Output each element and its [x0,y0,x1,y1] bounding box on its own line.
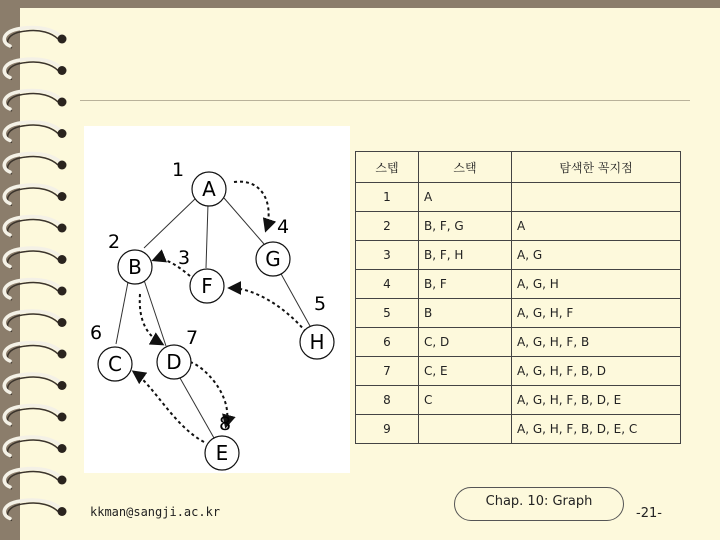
cell-step: 1 [356,183,419,212]
binding-ring [4,185,66,206]
cell-stack [419,415,512,444]
table-row [356,328,681,357]
spiral-binding [0,0,80,540]
cell-step: 9 [356,415,419,444]
binding-ring [4,279,66,300]
binding-ring [4,500,66,521]
traverse-arrow-h-f [230,288,306,332]
edge-a-g [224,198,264,244]
node-f [190,269,224,303]
binding-ring [4,27,66,48]
node-c [98,347,132,381]
step-label-7: 7 [186,327,199,349]
column-header-step: 스텝 [356,152,419,183]
cell-step: 8 [356,386,419,415]
cell-visited: A, G [512,241,681,270]
cell-visited: A, G, H, F, B, D, E [512,386,681,415]
cell-stack: C, E [419,357,512,386]
table-row [356,357,681,386]
edge-a-f [206,204,208,268]
cell-step: 2 [356,212,419,241]
step-label-1: 1 [172,159,185,181]
node-d-label: D [166,350,182,374]
cell-stack: C [419,386,512,415]
binding-ring [4,248,66,269]
binding-ring [4,405,66,426]
node-b [118,250,152,284]
binding-ring [4,216,66,237]
binding-ring [4,153,66,174]
edge-b-c [116,282,128,344]
traversal-table [355,151,681,444]
edge-a-b [144,198,196,248]
table-row [356,183,681,212]
node-a-label: A [202,177,216,201]
cell-visited [512,183,681,212]
cell-visited: A, G, H, F, B, D, E, C [512,415,681,444]
cell-visited: A, G, H, F, B [512,328,681,357]
cell-step: 6 [356,328,419,357]
edge-b-d [144,280,166,346]
node-g-label: G [265,247,281,271]
cell-stack: B, F, H [419,241,512,270]
table-row [356,212,681,241]
cell-step: 7 [356,357,419,386]
table-row [356,415,681,444]
cell-visited: A, G, H, F, B, D [512,357,681,386]
step-label-5: 5 [314,293,327,315]
cell-step: 3 [356,241,419,270]
cell-visited: A [512,212,681,241]
step-label-8: 8 [219,413,232,435]
table-row [356,241,681,270]
step-label-6: 6 [90,322,103,344]
binding-ring [4,122,66,143]
node-g [256,242,290,276]
node-a [192,172,226,206]
edge-g-h [280,272,310,326]
node-h-label: H [309,330,325,354]
page-number: -21- [636,506,662,521]
node-h [300,325,334,359]
node-c-label: C [108,352,122,376]
node-d [157,345,191,379]
traverse-arrow-e-c [134,372,204,442]
cell-stack: B [419,299,512,328]
column-header-stack: 스택 [419,152,512,183]
step-label-2: 2 [108,231,121,253]
binding-ring [4,90,66,111]
dfs-steps-table [355,151,681,444]
cell-stack: C, D [419,328,512,357]
cell-stack: A [419,183,512,212]
table-row [356,386,681,415]
binding-ring [4,468,66,489]
cell-step: 4 [356,270,419,299]
cell-stack: B, F, G [419,212,512,241]
binding-ring [4,437,66,458]
chapter-badge: Chap. 10: Graph [454,487,624,521]
traverse-arrow-a-g [234,182,269,230]
table-header-row [356,152,681,183]
cell-visited: A, G, H, F [512,299,681,328]
step-label-4: 4 [277,216,290,238]
node-e-label: E [215,441,229,465]
node-e [205,436,239,470]
edge-d-e [180,378,214,438]
graph-diagram-panel [84,126,350,473]
binding-ring [4,311,66,332]
cell-step: 5 [356,299,419,328]
binding-ring [4,342,66,363]
column-header-visited: 탐색한 꼭지점 [512,152,681,183]
node-b-label: B [128,255,142,279]
graph-diagram [84,126,350,473]
step-label-3: 3 [178,247,191,269]
binding-ring [4,59,66,80]
node-f-label: F [201,274,213,298]
table-row [356,299,681,328]
table-row [356,270,681,299]
title-divider [80,100,690,101]
cell-visited: A, G, H [512,270,681,299]
binding-ring [4,374,66,395]
author-email: kkman@sangji.ac.kr [90,505,221,519]
cell-stack: B, F [419,270,512,299]
